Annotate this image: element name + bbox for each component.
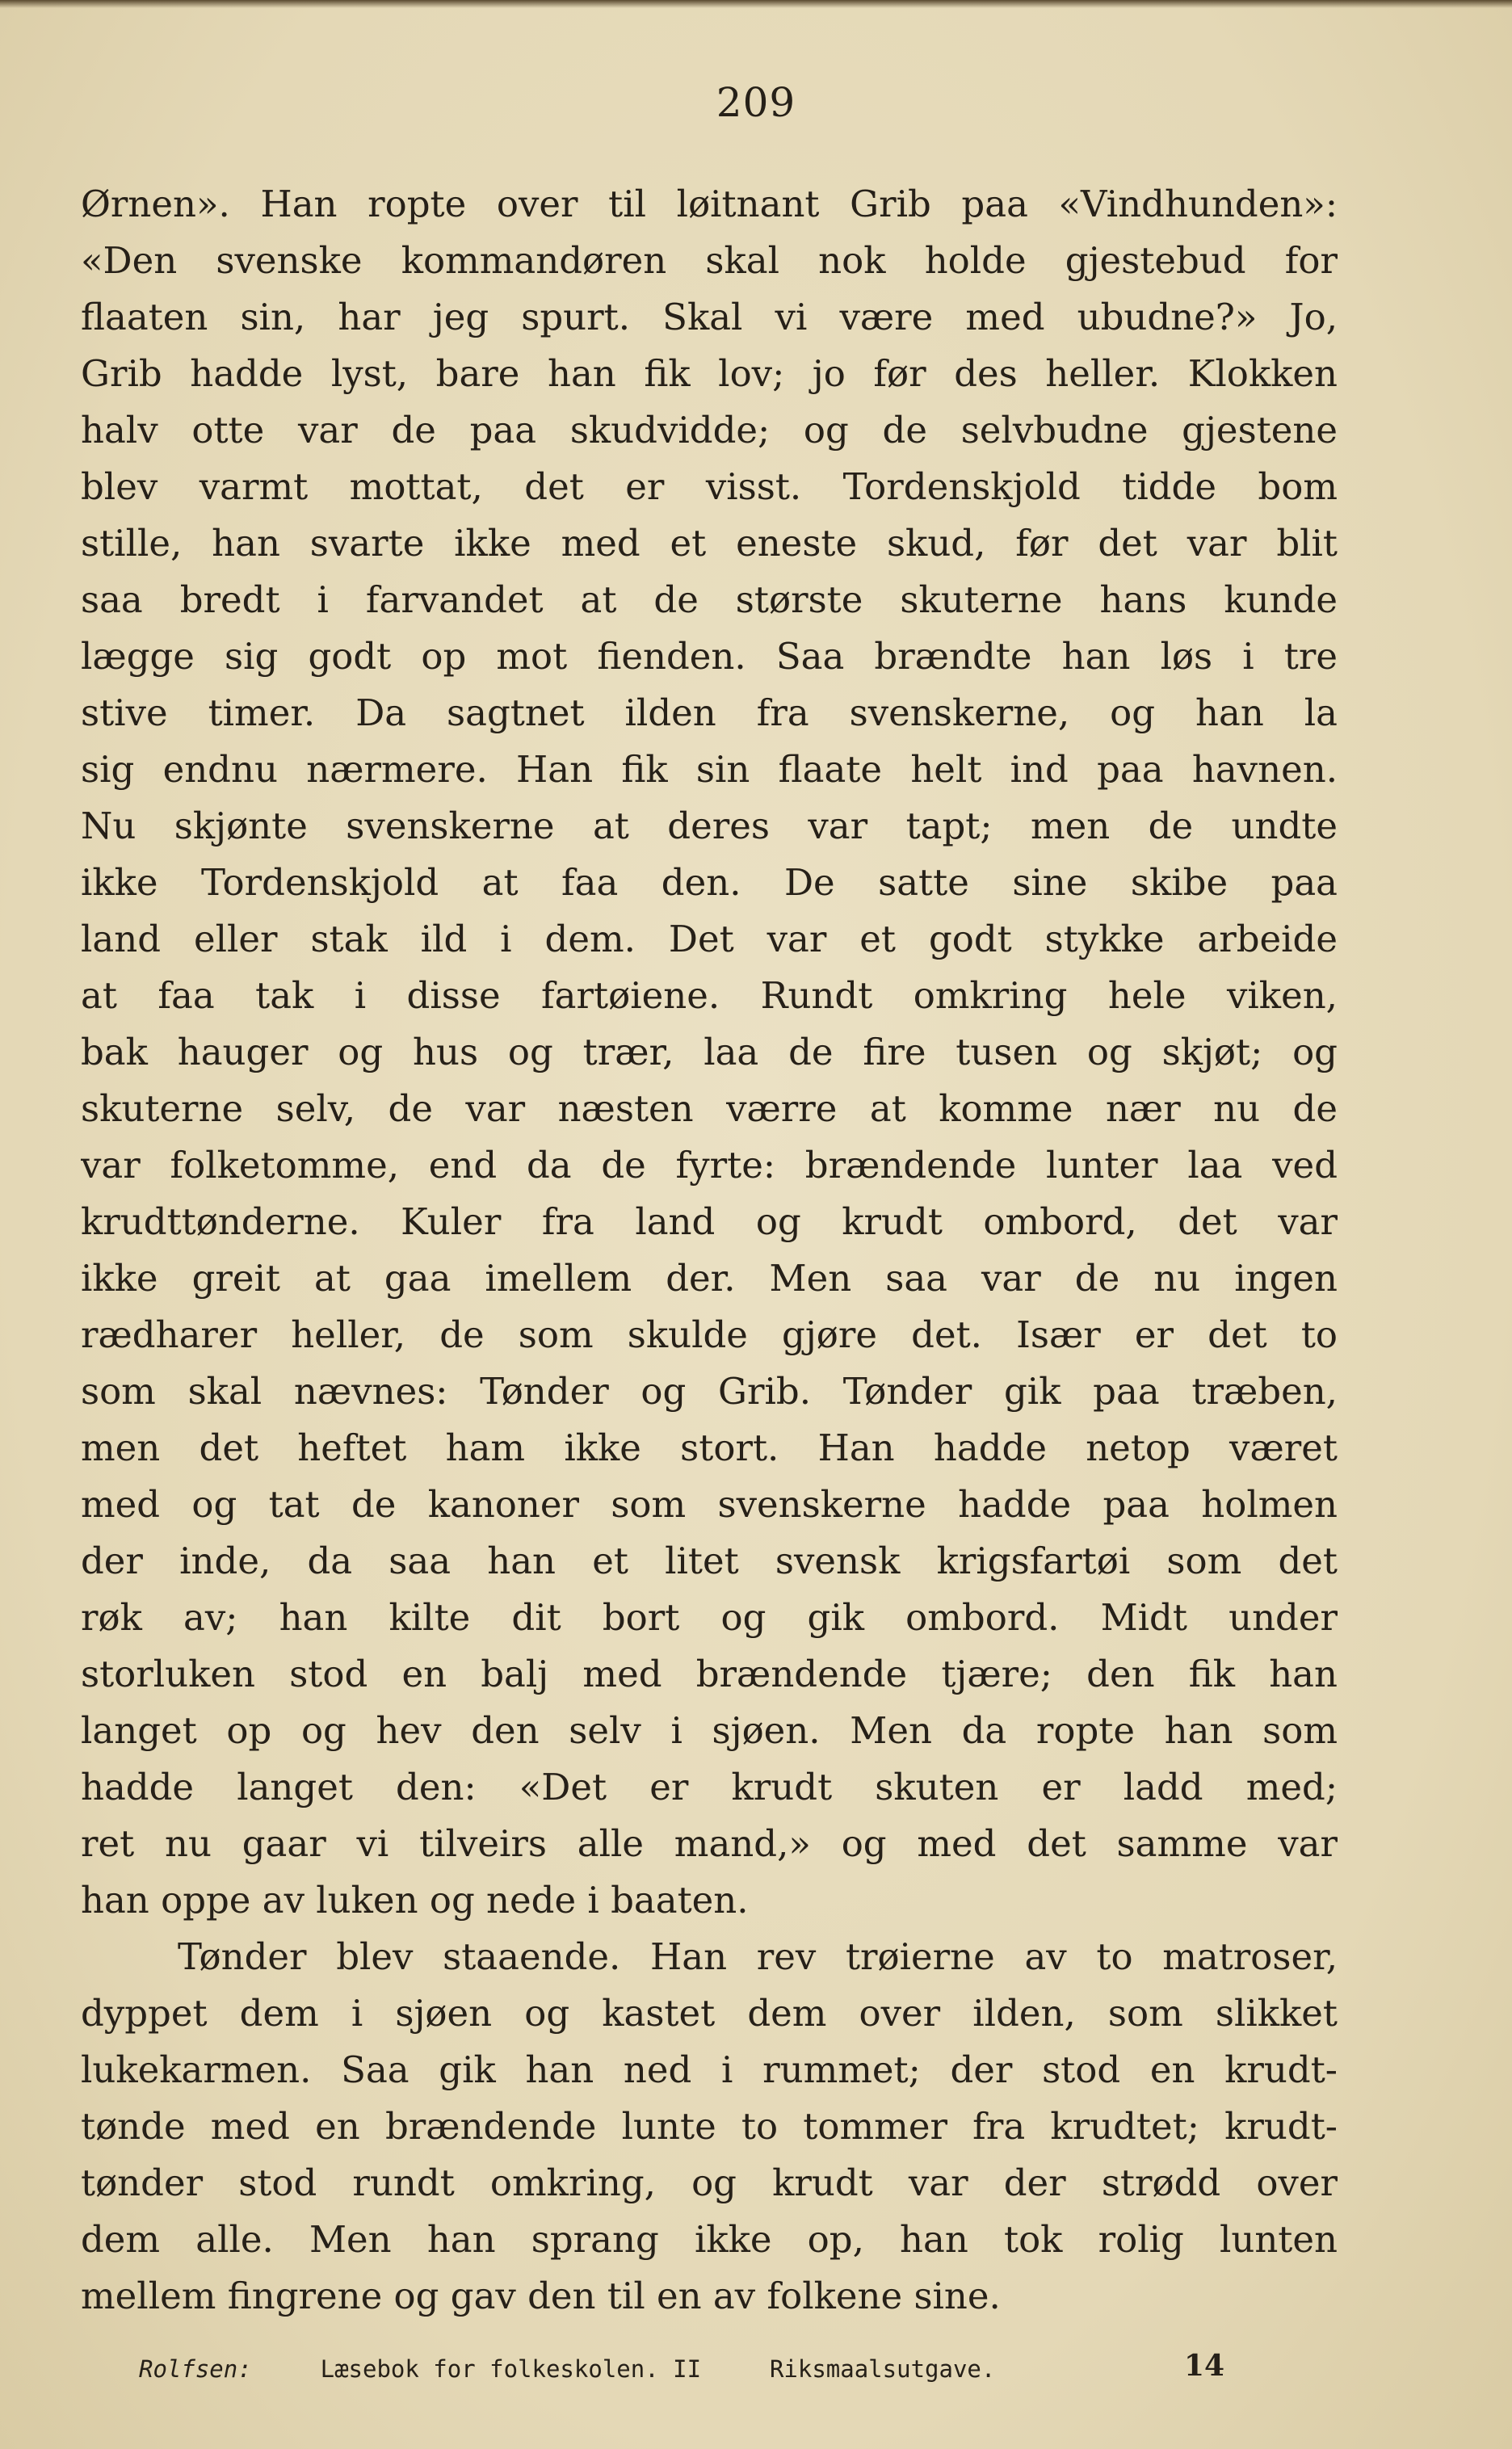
text-line: var folketomme, end da de fyrte: brændende lunter laa ved xyxy=(81,1144,1338,1187)
page-top-edge xyxy=(0,0,1512,8)
text-line: bak hauger og hus og trær, laa de fire tusen og skjøt; og xyxy=(81,1031,1338,1073)
text-line: Ørnen». Han ropte over til løitnant Grib paa «Vindhunden»: xyxy=(81,183,1338,225)
body-text xyxy=(81,176,1338,2325)
text-line: der inde, da saa han et litet svensk krigsfartøi som det xyxy=(81,1540,1338,1582)
page-footer xyxy=(139,2349,1221,2389)
text-line: lægge sig godt op mot fienden. Saa brændte han løs i tre xyxy=(81,635,1338,678)
text-line: Nu skjønte svenskerne at deres var tapt; men de undte xyxy=(81,804,1338,847)
text-line: tønde med en brændende lunte to tommer fra krudtet; krudt- xyxy=(81,2105,1338,2148)
text-line: storluken stod en balj med brændende tjære; den fik han xyxy=(81,1653,1338,1695)
text-line: «Den svenske kommandøren skal nok holde gjestebud for xyxy=(81,239,1338,282)
paragraph-end-line: han oppe av luken og nede i baaten. xyxy=(81,1879,749,1922)
text-line: ret nu gaar vi tilveirs alle mand,» og med det samme var xyxy=(81,1822,1338,1865)
text-line: ikke Tordenskjold at faa den. De satte sine skibe paa xyxy=(81,861,1338,904)
paragraph-start-line: Tønder blev staaende. Han rev trøierne av to matroser, xyxy=(178,1935,1338,1978)
text-line: røk av; han kilte dit bort og gik ombord. Midt under xyxy=(81,1596,1338,1639)
text-line: saa bredt i farvandet at de største skuterne hans kunde xyxy=(81,578,1338,621)
text-line: med og tat de kanoner som svenskerne hadde paa holmen xyxy=(81,1483,1338,1526)
text-line: dyppet dem i sjøen og kastet dem over ilden, som slikket xyxy=(81,1992,1338,2035)
text-line: blev varmt mottat, det er visst. Tordenskjold tidde bom xyxy=(81,465,1338,508)
text-line: tønder stod rundt omkring, og krudt var der strødd over xyxy=(81,2161,1338,2204)
sheet-number: 14 xyxy=(1184,2349,1225,2383)
footer-title: Læsebok for folkeskolen. II xyxy=(320,2355,702,2383)
text-line: krudttønderne. Kuler fra land og krudt ombord, det var xyxy=(81,1200,1338,1243)
text-line: dem alle. Men han sprang ikke op, han tok rolig lunten xyxy=(81,2218,1338,2261)
text-line: skuterne selv, de var næsten værre at komme nær nu de xyxy=(81,1087,1338,1130)
page-number: 209 xyxy=(716,79,796,126)
text-line: rædharer heller, de som skulde gjøre det. Især er det to xyxy=(81,1313,1338,1356)
footer-edition: Riksmaalsutgave. xyxy=(769,2355,996,2383)
text-line: lukekarmen. Saa gik han ned i rummet; der stod en krudt- xyxy=(81,2048,1338,2091)
text-line: halv otte var de paa skudvidde; og de selvbudne gjestene xyxy=(81,409,1338,452)
text-line: hadde langet den: «Det er krudt skuten er ladd med; xyxy=(81,1766,1338,1808)
text-line: sig endnu nærmere. Han fik sin flaate helt ind paa havnen. xyxy=(81,748,1338,791)
footer-author: Rolfsen: xyxy=(139,2355,252,2383)
text-line: langet op og hev den selv i sjøen. Men da ropte han som xyxy=(81,1709,1338,1752)
text-line: flaaten sin, har jeg spurt. Skal vi være med ubudne?» Jo, xyxy=(81,296,1338,338)
text-line: men det heftet ham ikke stort. Han hadde netop været xyxy=(81,1426,1338,1469)
text-line: Grib hadde lyst, bare han fik lov; jo før des heller. Klokken xyxy=(81,352,1338,395)
text-line: som skal nævnes: Tønder og Grib. Tønder gik paa træben, xyxy=(81,1370,1338,1413)
paragraph-end-line: mellem fingrene og gav den til en av folkene sine. xyxy=(81,2275,1001,2317)
text-line: at faa tak i disse fartøiene. Rundt omkring hele viken, xyxy=(81,974,1338,1017)
text-line: stille, han svarte ikke med et eneste skud, før det var blit xyxy=(81,522,1338,565)
text-line: land eller stak ild i dem. Det var et godt stykke arbeide xyxy=(81,918,1338,960)
text-line: ikke greit at gaa imellem der. Men saa var de nu ingen xyxy=(81,1257,1338,1300)
text-line: stive timer. Da sagtnet ilden fra svenskerne, og han la xyxy=(81,691,1338,734)
